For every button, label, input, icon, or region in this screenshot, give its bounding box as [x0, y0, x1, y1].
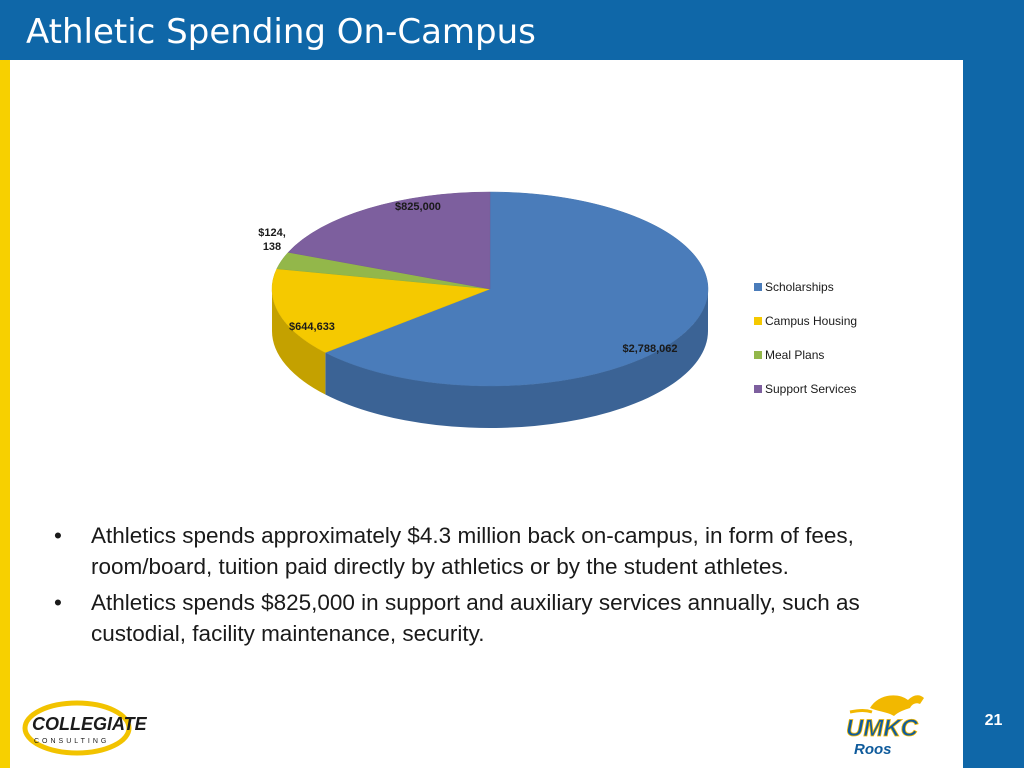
collegiate-consulting-logo [22, 700, 147, 756]
pie-top-faces [272, 192, 708, 386]
data-label-scholarships: $2,788,062 [622, 343, 678, 355]
chart-legend [754, 280, 857, 396]
umkc-roos-logo [840, 690, 940, 760]
legend-label-campus-housing: Campus Housing [765, 314, 858, 328]
data-label-meal-plans: $124, 138 [258, 227, 286, 253]
data-label-support-services: $825,000 [395, 201, 441, 213]
legend-swatch-support-services [754, 385, 762, 393]
legend-swatch-scholarships [754, 283, 762, 291]
bullet-item: • Athletics spends approximately $4.3 million back on-campus, in form of fees, room/board, tuition paid directly by athletics or by the student athletes. [50, 520, 950, 582]
umkc-logo-line2: Roos [854, 741, 892, 758]
slide-title: Athletic Spending On-Campus [26, 12, 536, 52]
collegiate-logo-line1: COLLEGIATE [32, 714, 147, 734]
data-label-campus-housing: $644,633 [289, 321, 335, 333]
umkc-logo-line1: UMKC [846, 715, 918, 742]
legend-swatch-meal-plans [754, 351, 762, 359]
legend-label-support-services: Support Services [765, 382, 857, 396]
legend-label-meal-plans: Meal Plans [765, 348, 825, 362]
bullet-list [50, 520, 950, 654]
legend-label-scholarships: Scholarships [765, 280, 834, 294]
bullet-item: • Athletics spends $825,000 in support and auxiliary services annually, such as custodial, facility maintenance, security. [50, 587, 950, 649]
collegiate-logo-line2: CONSULTING [34, 738, 110, 745]
page-number: 21 [984, 712, 1003, 729]
legend-swatch-campus-housing [754, 317, 762, 325]
